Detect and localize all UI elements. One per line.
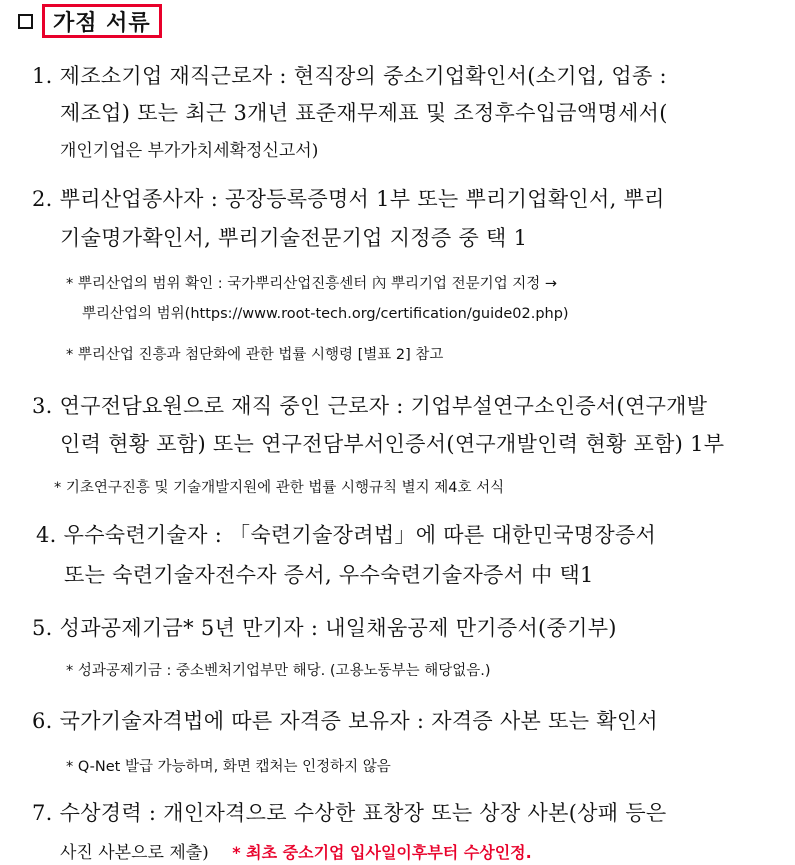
item-1-line-1: 1. 제조소기업 재직근로자 : 현직장의 중소기업확인서(소기업, 업종 : xyxy=(32,64,667,88)
item-1-line-3: 개인기업은 부가가치세확정신고서) xyxy=(60,141,319,161)
item-2-line-2: 기술명가확인서, 뿌리기술전문기업 지정증 중 택 1 xyxy=(60,226,528,250)
item-7-red-note: * 최초 중소기업 입사일이후부터 수상인정. xyxy=(232,843,532,862)
section-header xyxy=(18,4,162,38)
item-2-note-1: * 뿌리산업의 범위 확인 : 국가뿌리산업진흥센터 內 뿌리기업 전문기업 지정 → xyxy=(66,276,558,292)
item-2-note-1-url: 뿌리산업의 범위(https://www.root-tech.org/certification/guide02.php) xyxy=(82,306,569,322)
item-3-note: * 기초연구진흥 및 기술개발지원에 관한 법률 시행규칙 별지 제4호 서식 xyxy=(54,480,505,496)
item-5-line-1: 5. 성과공제기금* 5년 만기자 : 내일채움공제 만기증서(중기부) xyxy=(32,616,617,640)
item-1-line-2: 제조업) 또는 최근 3개년 표준재무제표 및 조정후수입금액명세서( xyxy=(60,101,668,125)
item-6-note: * Q-Net 발급 가능하며, 화면 캡처는 인정하지 않음 xyxy=(66,759,391,775)
item-7-line-1: 7. 수상경력 : 개인자격으로 수상한 표창장 또는 상장 사본(상패 등은 xyxy=(32,801,667,825)
item-7-line-2 xyxy=(60,838,532,863)
item-4-line-1: 4. 우수숙련기술자 : 「숙련기술장려법」에 따른 대한민국명장증서 xyxy=(36,523,657,547)
item-3-line-1: 3. 연구전담요원으로 재직 중인 근로자 : 기업부설연구소인증서(연구개발 xyxy=(32,394,708,418)
item-5-note: * 성과공제기금 : 중소벤처기업부만 해당. (고용노동부는 해당없음.) xyxy=(66,663,491,679)
item-2-line-1: 2. 뿌리산업종사자 : 공장등록증명서 1부 또는 뿌리기업확인서, 뿌리 xyxy=(32,187,665,211)
header-highlight-box xyxy=(42,4,162,38)
item-2-note-2: * 뿌리산업 진흥과 첨단화에 관한 법률 시행령 [별표 2] 참고 xyxy=(66,347,444,363)
section-title: 가점 서류 xyxy=(53,10,151,36)
item-4-line-2: 또는 숙련기술자전수자 증서, 우수숙련기술자증서 中 택1 xyxy=(64,563,594,587)
item-6-line-1: 6. 국가기술자격법에 따른 자격증 보유자 : 자격증 사본 또는 확인서 xyxy=(32,709,659,733)
item-3-line-2: 인력 현황 포함) 또는 연구전담부서인증서(연구개발인력 현황 포함) 1부 xyxy=(60,432,725,456)
item-7-text: 사진 사본으로 제출) xyxy=(60,843,209,863)
empty-square-icon xyxy=(18,14,33,29)
